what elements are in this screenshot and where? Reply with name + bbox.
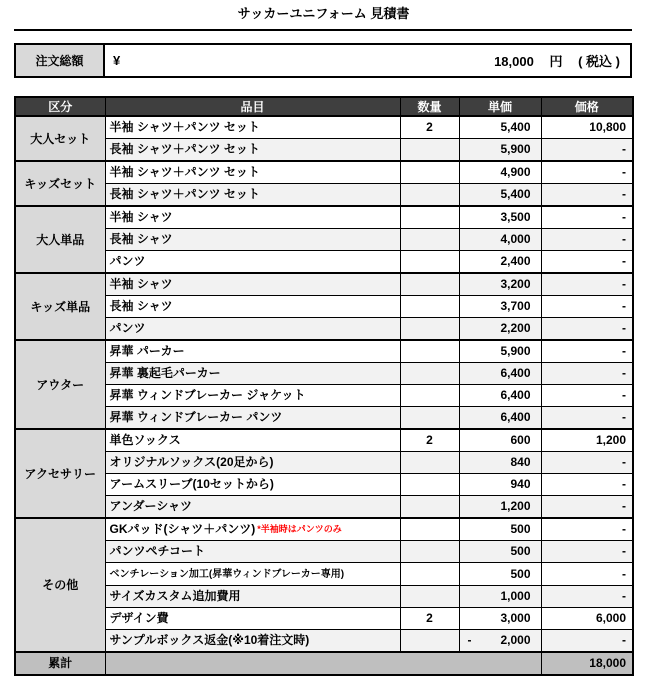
item-label: 半袖 シャツ bbox=[109, 277, 173, 291]
item-cell bbox=[105, 452, 400, 474]
table-row bbox=[15, 518, 633, 541]
item-label: サンプルボックス返金(※10着注文時) bbox=[109, 633, 310, 647]
table-row bbox=[15, 586, 633, 608]
total-row bbox=[15, 652, 633, 675]
qty-cell bbox=[400, 563, 459, 586]
table-row bbox=[15, 496, 633, 519]
price-cell: 10,800 bbox=[541, 116, 633, 139]
unit-price-cell: 5,400 bbox=[459, 184, 541, 207]
price-cell: - bbox=[541, 296, 633, 318]
unit-price-cell: 500 bbox=[459, 563, 541, 586]
qty-cell bbox=[400, 229, 459, 251]
quote-table bbox=[14, 96, 634, 676]
price-cell: - bbox=[541, 251, 633, 274]
qty-cell bbox=[400, 139, 459, 162]
item-cell bbox=[105, 161, 400, 184]
header-cell-qty: 数量 bbox=[400, 97, 459, 116]
item-cell bbox=[105, 273, 400, 296]
category-cell: アクセサリー bbox=[15, 429, 105, 518]
item-label: アンダーシャツ bbox=[109, 499, 193, 513]
total-amount: 18,000 bbox=[494, 54, 534, 69]
item-label: 半袖 シャツ＋パンツ セット bbox=[109, 120, 260, 134]
table-row bbox=[15, 363, 633, 385]
item-cell bbox=[105, 340, 400, 363]
qty-cell bbox=[400, 586, 459, 608]
total-label-cell: 累計 bbox=[15, 652, 105, 675]
unit-price-cell: 600 bbox=[459, 429, 541, 452]
item-label: 長袖 シャツ bbox=[109, 232, 173, 246]
item-cell bbox=[105, 318, 400, 341]
price-cell: - bbox=[541, 363, 633, 385]
unit-price-cell: 940 bbox=[459, 474, 541, 496]
order-total-value bbox=[105, 45, 630, 76]
price-cell: - bbox=[541, 407, 633, 430]
item-cell bbox=[105, 296, 400, 318]
item-label: 長袖 シャツ bbox=[109, 299, 173, 313]
table-row bbox=[15, 318, 633, 341]
table-row bbox=[15, 139, 633, 162]
item-cell bbox=[105, 251, 400, 274]
table-row bbox=[15, 296, 633, 318]
price-cell: - bbox=[541, 385, 633, 407]
qty-cell bbox=[400, 630, 459, 653]
category-cell: その他 bbox=[15, 518, 105, 652]
qty-cell: 2 bbox=[400, 116, 459, 139]
item-cell bbox=[105, 474, 400, 496]
price-cell: - bbox=[541, 630, 633, 653]
item-label: オリジナルソックス(20足から) bbox=[109, 455, 274, 469]
order-total-label: 注文総額 bbox=[16, 45, 105, 76]
table-row bbox=[15, 429, 633, 452]
price-cell: - bbox=[541, 206, 633, 229]
item-label: アームスリーブ(10セットから) bbox=[109, 477, 274, 491]
unit-price-cell: 3,700 bbox=[459, 296, 541, 318]
item-cell bbox=[105, 563, 400, 586]
qty-cell bbox=[400, 296, 459, 318]
qty-cell bbox=[400, 184, 459, 207]
table-row bbox=[15, 452, 633, 474]
unit-price-cell: 5,900 bbox=[459, 340, 541, 363]
header-cell-unit-price: 単価 bbox=[459, 97, 541, 116]
item-label: サイズカスタム追加費用 bbox=[109, 589, 241, 603]
category-cell: 大人セット bbox=[15, 116, 105, 161]
item-cell bbox=[105, 139, 400, 162]
qty-cell bbox=[400, 363, 459, 385]
qty-cell bbox=[400, 407, 459, 430]
item-label: パンツ bbox=[109, 321, 146, 335]
item-label: 昇華 ウィンドブレーカー パンツ bbox=[109, 410, 283, 424]
item-label: 長袖 シャツ＋パンツ セット bbox=[109, 142, 260, 156]
total-value-cell: 18,000 bbox=[541, 652, 633, 675]
qty-cell bbox=[400, 161, 459, 184]
item-label: 昇華 ウィンドブレーカー ジャケット bbox=[109, 388, 306, 402]
item-cell bbox=[105, 206, 400, 229]
total-spacer-cell bbox=[105, 652, 541, 675]
minus-sign: - bbox=[467, 633, 472, 647]
table-row bbox=[15, 161, 633, 184]
unit-price-cell: 6,400 bbox=[459, 385, 541, 407]
table-row bbox=[15, 407, 633, 430]
price-cell: 1,200 bbox=[541, 429, 633, 452]
price-cell: - bbox=[541, 229, 633, 251]
unit-price-cell: 6,400 bbox=[459, 363, 541, 385]
price-cell: - bbox=[541, 184, 633, 207]
price-cell: - bbox=[541, 541, 633, 563]
page-title: サッカーユニフォーム 見積書 bbox=[237, 6, 410, 21]
qty-cell bbox=[400, 318, 459, 341]
unit-price-cell: 1,200 bbox=[459, 496, 541, 519]
unit-price-cell: 2,200 bbox=[459, 318, 541, 341]
unit-price-cell: 5,900 bbox=[459, 139, 541, 162]
table-header-row bbox=[15, 97, 633, 116]
item-note: *半袖時はパンツのみ bbox=[257, 524, 342, 534]
table-row bbox=[15, 116, 633, 139]
price-cell: - bbox=[541, 139, 633, 162]
price-cell: - bbox=[541, 474, 633, 496]
price-cell: - bbox=[541, 161, 633, 184]
table-row bbox=[15, 474, 633, 496]
qty-cell bbox=[400, 541, 459, 563]
item-cell bbox=[105, 586, 400, 608]
price-cell: - bbox=[541, 273, 633, 296]
price-cell: 6,000 bbox=[541, 608, 633, 630]
table-row bbox=[15, 229, 633, 251]
quote-table-body bbox=[15, 116, 633, 652]
summary-box bbox=[14, 43, 632, 78]
header-cell-item: 品目 bbox=[105, 97, 400, 116]
qty-cell: 2 bbox=[400, 608, 459, 630]
price-cell: - bbox=[541, 452, 633, 474]
unit-price-cell: 6,400 bbox=[459, 407, 541, 430]
title-rule bbox=[14, 29, 632, 31]
item-cell bbox=[105, 496, 400, 519]
qty-cell bbox=[400, 496, 459, 519]
unit-price-cell: 5,400 bbox=[459, 116, 541, 139]
unit-price-cell: 4,900 bbox=[459, 161, 541, 184]
unit-price-cell bbox=[459, 630, 541, 653]
item-label: パンツ bbox=[109, 254, 146, 268]
category-cell: アウター bbox=[15, 340, 105, 429]
item-cell bbox=[105, 407, 400, 430]
price-cell: - bbox=[541, 563, 633, 586]
table-row bbox=[15, 340, 633, 363]
qty-cell bbox=[400, 206, 459, 229]
unit-price-cell: 3,000 bbox=[459, 608, 541, 630]
unit-price-cell: 4,000 bbox=[459, 229, 541, 251]
unit-price-cell: 500 bbox=[459, 518, 541, 541]
unit-price-cell: 3,200 bbox=[459, 273, 541, 296]
item-label: 昇華 パーカー bbox=[109, 344, 185, 358]
price-cell: - bbox=[541, 496, 633, 519]
item-cell bbox=[105, 518, 400, 541]
price-cell: - bbox=[541, 340, 633, 363]
item-label: 半袖 シャツ bbox=[109, 210, 173, 224]
item-cell bbox=[105, 541, 400, 563]
price-cell: - bbox=[541, 518, 633, 541]
qty-cell bbox=[400, 474, 459, 496]
total-unit: 円 bbox=[549, 54, 563, 69]
item-label: 単色ソックス bbox=[109, 433, 181, 447]
category-cell: キッズ単品 bbox=[15, 273, 105, 340]
unit-price-cell: 840 bbox=[459, 452, 541, 474]
qty-cell bbox=[400, 518, 459, 541]
item-label: 長袖 シャツ＋パンツ セット bbox=[109, 187, 260, 201]
currency-symbol: ¥ bbox=[113, 53, 121, 68]
item-label: ベンチレーション加工(昇華ウィンドブレーカー専用) bbox=[109, 569, 345, 580]
category-cell: キッズセット bbox=[15, 161, 105, 206]
table-row bbox=[15, 630, 633, 653]
item-label: 昇華 裏起毛パーカー bbox=[109, 366, 221, 380]
qty-cell bbox=[400, 385, 459, 407]
qty-cell: 2 bbox=[400, 429, 459, 452]
table-row bbox=[15, 563, 633, 586]
header-cell-price: 価格 bbox=[541, 97, 633, 116]
item-cell bbox=[105, 385, 400, 407]
table-row bbox=[15, 273, 633, 296]
table-row bbox=[15, 206, 633, 229]
table-row bbox=[15, 385, 633, 407]
item-cell bbox=[105, 363, 400, 385]
table-row bbox=[15, 608, 633, 630]
header-cell-category: 区分 bbox=[15, 97, 105, 116]
unit-price-cell: 1,000 bbox=[459, 586, 541, 608]
table-row bbox=[15, 251, 633, 274]
item-cell bbox=[105, 116, 400, 139]
item-cell bbox=[105, 429, 400, 452]
item-label: 半袖 シャツ＋パンツ セット bbox=[109, 165, 260, 179]
item-cell bbox=[105, 630, 400, 653]
unit-price-cell: 500 bbox=[459, 541, 541, 563]
category-cell: 大人単品 bbox=[15, 206, 105, 273]
tax-note: ( 税込 ) bbox=[578, 54, 620, 69]
qty-cell bbox=[400, 340, 459, 363]
price-cell: - bbox=[541, 318, 633, 341]
unit-price-value: 2,000 bbox=[500, 633, 531, 647]
price-cell: - bbox=[541, 586, 633, 608]
unit-price-cell: 3,500 bbox=[459, 206, 541, 229]
table-row bbox=[15, 184, 633, 207]
item-cell bbox=[105, 184, 400, 207]
unit-price-cell: 2,400 bbox=[459, 251, 541, 274]
item-label: GKパッド(シャツ＋パンツ) bbox=[109, 522, 256, 536]
table-row bbox=[15, 541, 633, 563]
qty-cell bbox=[400, 452, 459, 474]
qty-cell bbox=[400, 273, 459, 296]
item-cell bbox=[105, 229, 400, 251]
qty-cell bbox=[400, 251, 459, 274]
item-label: デザイン費 bbox=[109, 611, 169, 625]
item-cell bbox=[105, 608, 400, 630]
order-total-right bbox=[494, 51, 620, 70]
item-label: パンツペチコート bbox=[109, 544, 206, 558]
